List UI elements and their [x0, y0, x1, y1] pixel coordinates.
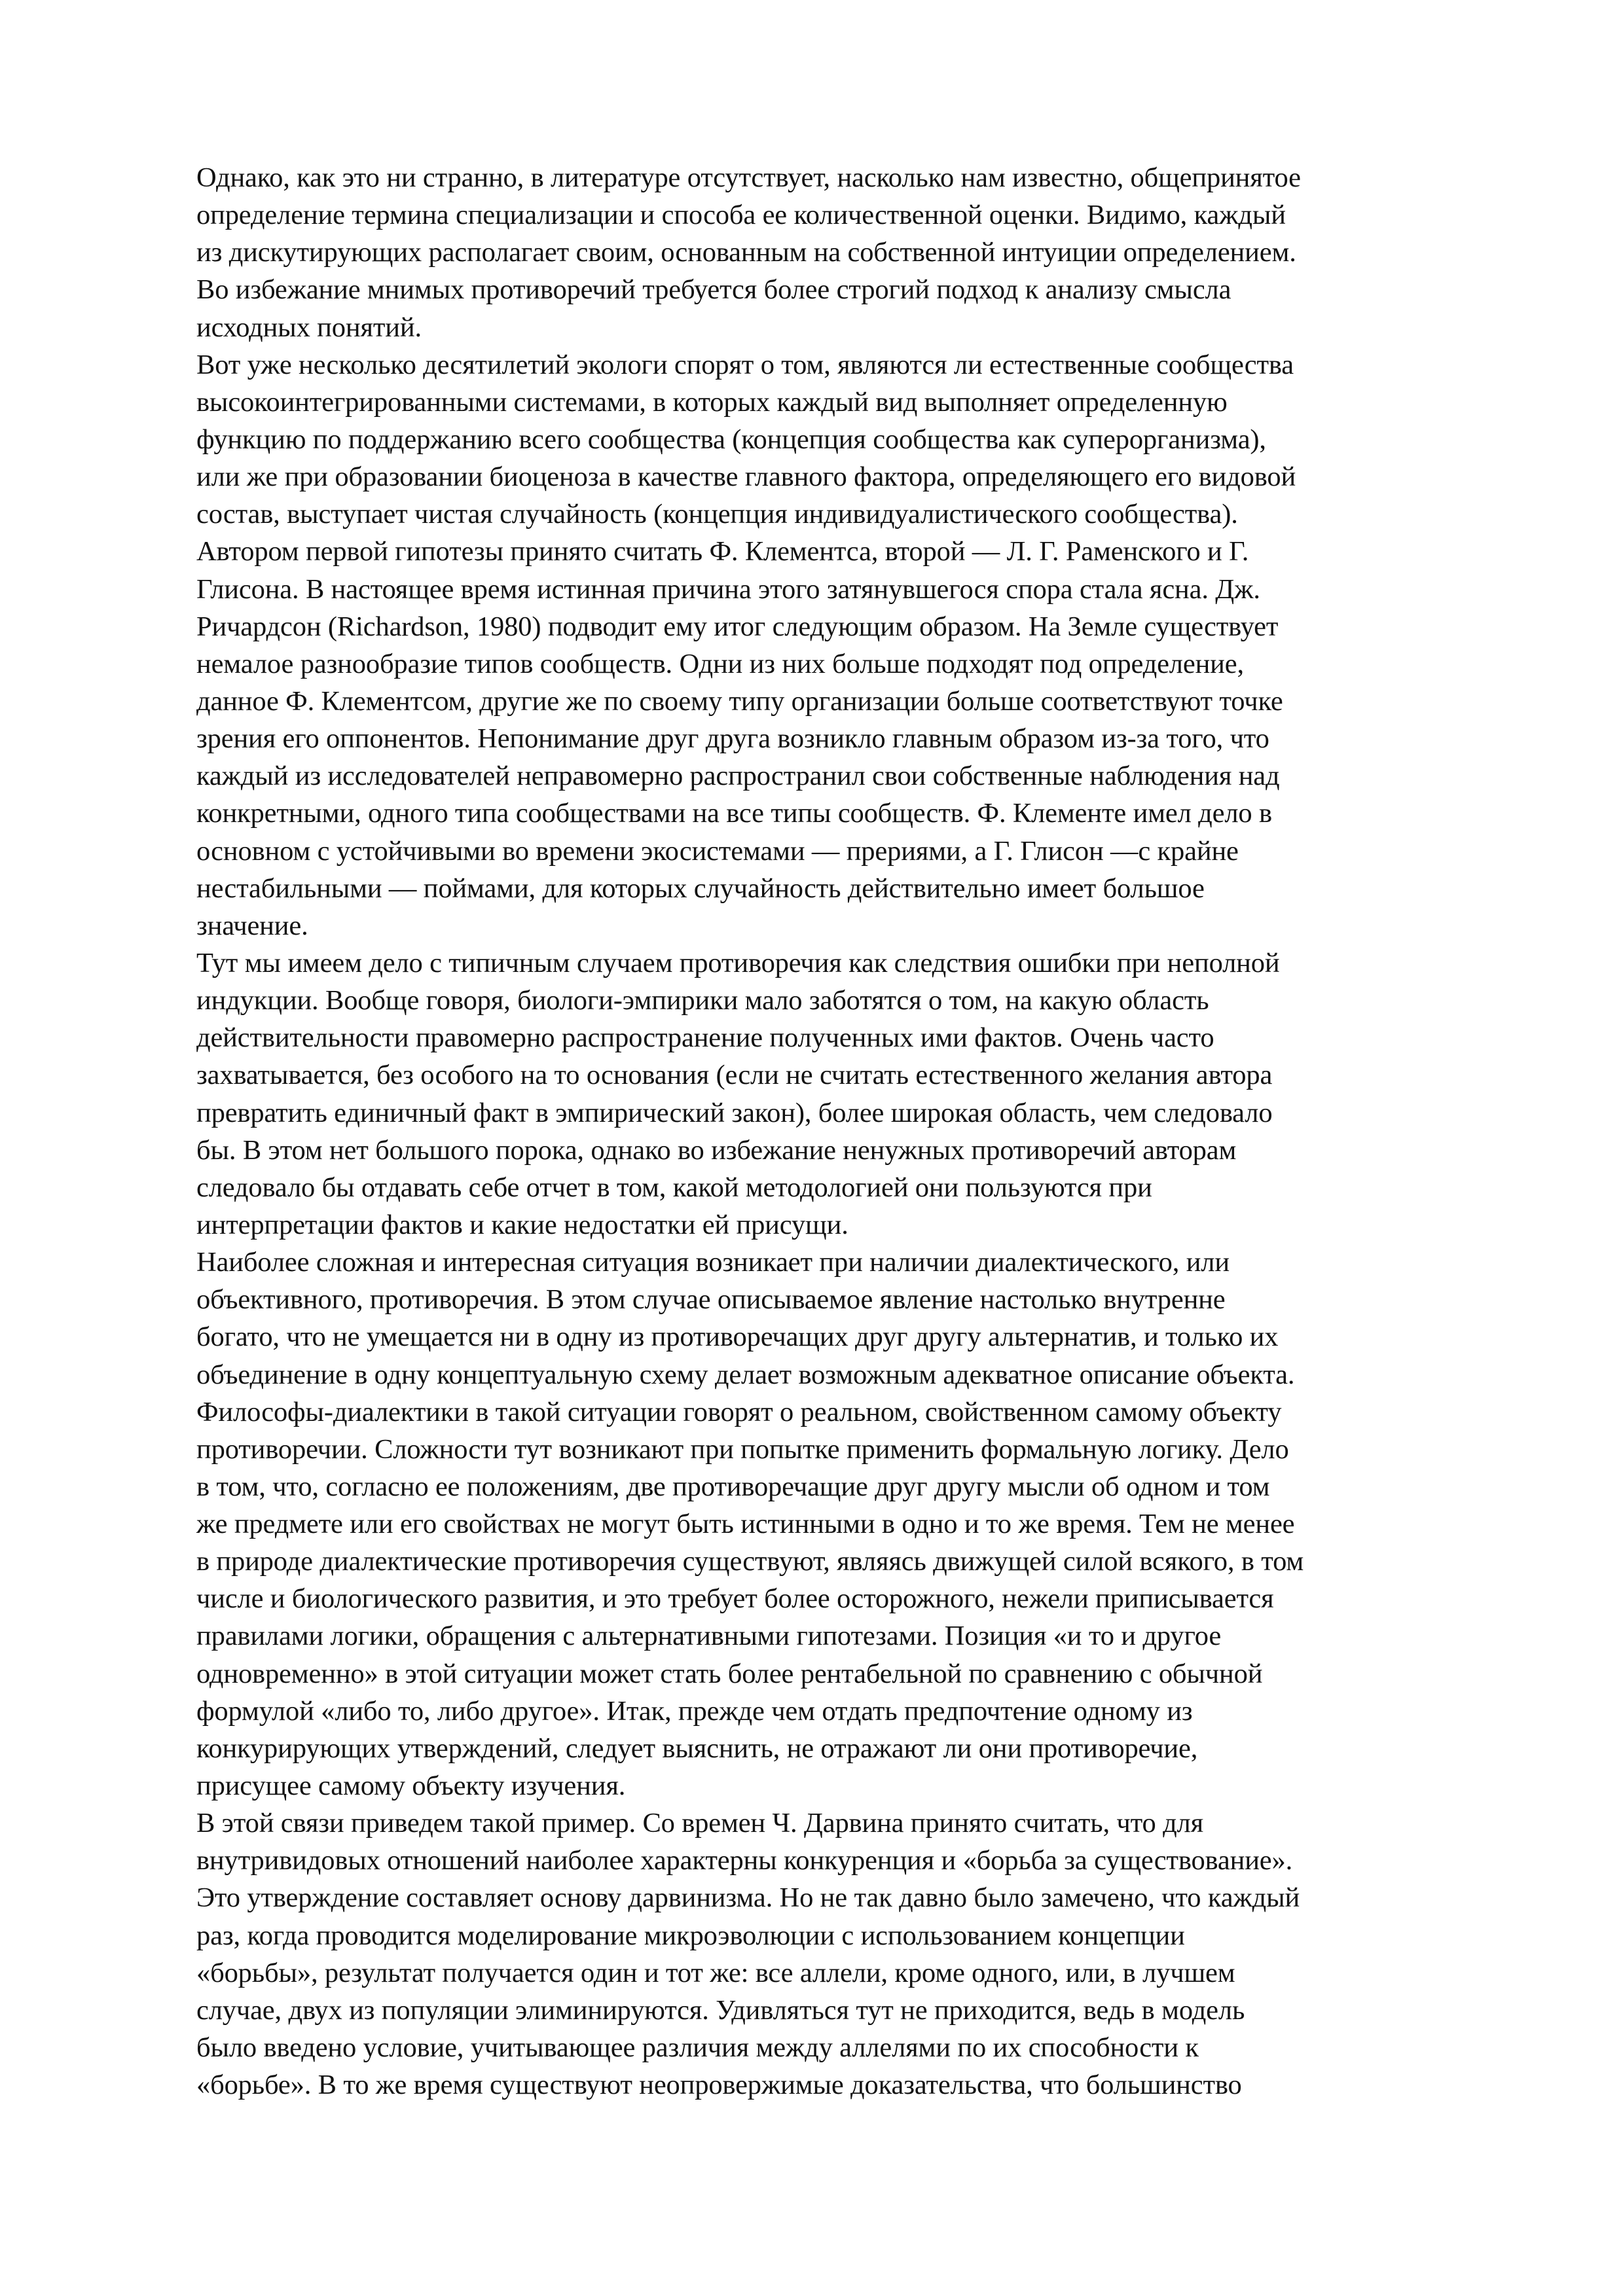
text-line: же предмете или его свойствах не могут быть истинными в одно и то же время. Тем не менее: [196, 1509, 1295, 1540]
text-line: нестабильными — поймами, для которых случайность действительно имеет большое: [196, 872, 1205, 904]
text-line: немалое разнообразие типов сообществ. Одни из них больше подходят под определение,: [196, 648, 1244, 679]
text-line: богато, что не умещается ни в одну из противоречащих друг другу альтернатив, и только их: [196, 1321, 1279, 1353]
text-line: присущее самому объекту изучения.: [196, 1770, 626, 1802]
text-line: из дискутирующих располагает своим, основанным на собственной интуиции определением.: [196, 237, 1296, 268]
body-text: [196, 159, 1440, 2104]
text-line: зрения его оппонентов. Непонимание друг друга возникло главным образом из-за того, что: [196, 723, 1269, 755]
text-line: в том, что, согласно ее положениям, две противоречащие друг другу мысли об одном и том: [196, 1471, 1270, 1502]
text-line: объединение в одну концептуальную схему делает возможным адекватное описание объекта.: [196, 1359, 1295, 1390]
text-line: следовало бы отдавать себе отчет в том, какой методологией они пользуются при: [196, 1172, 1152, 1203]
text-line: каждый из исследователей неправомерно распространил свои собственные наблюдения над: [196, 761, 1280, 792]
text-line: конкурирующих утверждений, следует выяснить, не отражают ли они противоречие,: [196, 1732, 1198, 1764]
text-line: формулой «либо то, либо другое». Итак, прежде чем отдать предпочтение одному из: [196, 1695, 1193, 1727]
text-line: индукции. Вообще говоря, биологи-эмпирики мало заботятся о том, на какую область: [196, 985, 1209, 1016]
paragraph: [196, 159, 1440, 346]
text-line: одновременно» в этой ситуации может стать более рентабельной по сравнению с обычной: [196, 1658, 1263, 1689]
paragraph: [196, 1804, 1440, 2104]
paragraph: [196, 346, 1440, 944]
text-line: «борьбе». В то же время существуют неопровержимые доказательства, что большинство: [196, 2070, 1242, 2101]
text-line: основном с устойчивыми во времени экосистемами — прериями, а Г. Глисон —с крайне: [196, 835, 1239, 867]
text-line: в природе диалектические противоречия существуют, являясь движущей силой всякого, в том: [196, 1546, 1304, 1577]
paragraph: [196, 1244, 1440, 1804]
text-line: Это утверждение составляет основу дарвинизма. Но не так давно было замечено, что каждый: [196, 1882, 1300, 1914]
text-line: исходных понятий.: [196, 312, 422, 343]
text-line: Вот уже несколько десятилетий экологи спорят о том, являются ли естественные сообщества: [196, 349, 1294, 380]
text-line: внутривидовых отношений наиболее характерны конкуренция и «борьба за существование».: [196, 1845, 1293, 1876]
text-line: определение термина специализации и способа ее количественной оценки. Видимо, каждый: [196, 200, 1286, 231]
text-line: или же при образовании биоценоза в качестве главного фактора, определяющего его видовой: [196, 461, 1296, 493]
text-line: Ричардсон (Richardson, 1980) подводит ему итог следующим образом. На Земле существует: [196, 611, 1279, 642]
text-line: захватывается, без особого на то основания (если не считать естественного желания автора: [196, 1060, 1273, 1091]
text-line: Тут мы имеем дело с типичным случаем противоречия как следствия ошибки при неполной: [196, 947, 1280, 978]
text-line: противоречии. Сложности тут возникают при попытке применить формальную логику. Дело: [196, 1433, 1289, 1465]
text-line: Однако, как это ни странно, в литературе отсутствует, насколько нам известно, общепринятое: [196, 162, 1301, 193]
text-line: высокоинтегрированными системами, в которых каждый вид выполняет определенную: [196, 386, 1228, 418]
text-line: функцию по поддержанию всего сообщества (концепция сообщества как суперорганизма),: [196, 423, 1266, 455]
text-line: действительности правомерно распространение полученных ими фактов. Очень часто: [196, 1022, 1214, 1054]
text-line: состав, выступает чистая случайность (концепция индивидуалистического сообщества).: [196, 499, 1238, 530]
text-line: превратить единичный факт в эмпирический закон), более широкая область, чем следовало: [196, 1097, 1273, 1128]
text-line: значение.: [196, 910, 308, 941]
text-line: «борьбы», результат получается один и тот же: все аллели, кроме одного, или, в лучшем: [196, 1957, 1235, 1988]
text-line: Глисона. В настоящее время истинная причина этого затянувшегося спора стала ясна. Дж.: [196, 573, 1260, 605]
text-line: Философы-диалектики в такой ситуации говорят о реальном, свойственном самому объекту: [196, 1396, 1282, 1427]
text-line: объективного, противоречия. В этом случае описываемое явление настолько внутренне: [196, 1284, 1226, 1316]
text-line: Автором первой гипотезы принято считать Ф. Клементса, второй — Л. Г. Раменского и Г.: [196, 536, 1249, 567]
text-line: числе и биологического развития, и это требует более осторожного, нежели приписывается: [196, 1583, 1274, 1615]
paragraph: [196, 944, 1440, 1244]
text-line: было введено условие, учитывающее различия между аллелями по их способности к: [196, 2032, 1199, 2064]
text-line: конкретными, одного типа сообществами на все типы сообществ. Ф. Клементе имел дело в: [196, 798, 1272, 829]
text-line: раз, когда проводится моделирование микроэволюции с использованием концепции: [196, 1920, 1185, 1951]
text-line: правилами логики, обращения с альтернативными гипотезами. Позиция «и то и другое: [196, 1621, 1222, 1652]
text-line: данное Ф. Клементсом, другие же по своему типу организации больше соответствуют точке: [196, 685, 1283, 717]
text-line: случае, двух из популяции элиминируются. Удивляться тут не приходится, ведь в модель: [196, 1994, 1245, 2026]
text-line: Наиболее сложная и интересная ситуация возникает при наличии диалектического, или: [196, 1247, 1230, 1278]
text-line: В этой связи приведем такой пример. Со времен Ч. Дарвина принято считать, что для: [196, 1808, 1204, 1839]
text-line: Во избежание мнимых противоречий требуется более строгий подход к анализу смысла: [196, 274, 1231, 306]
text-line: интерпретации фактов и какие недостатки ей присущи.: [196, 1209, 848, 1240]
text-line: бы. В этом нет большого порока, однако во избежание ненужных противоречий авторам: [196, 1134, 1237, 1166]
